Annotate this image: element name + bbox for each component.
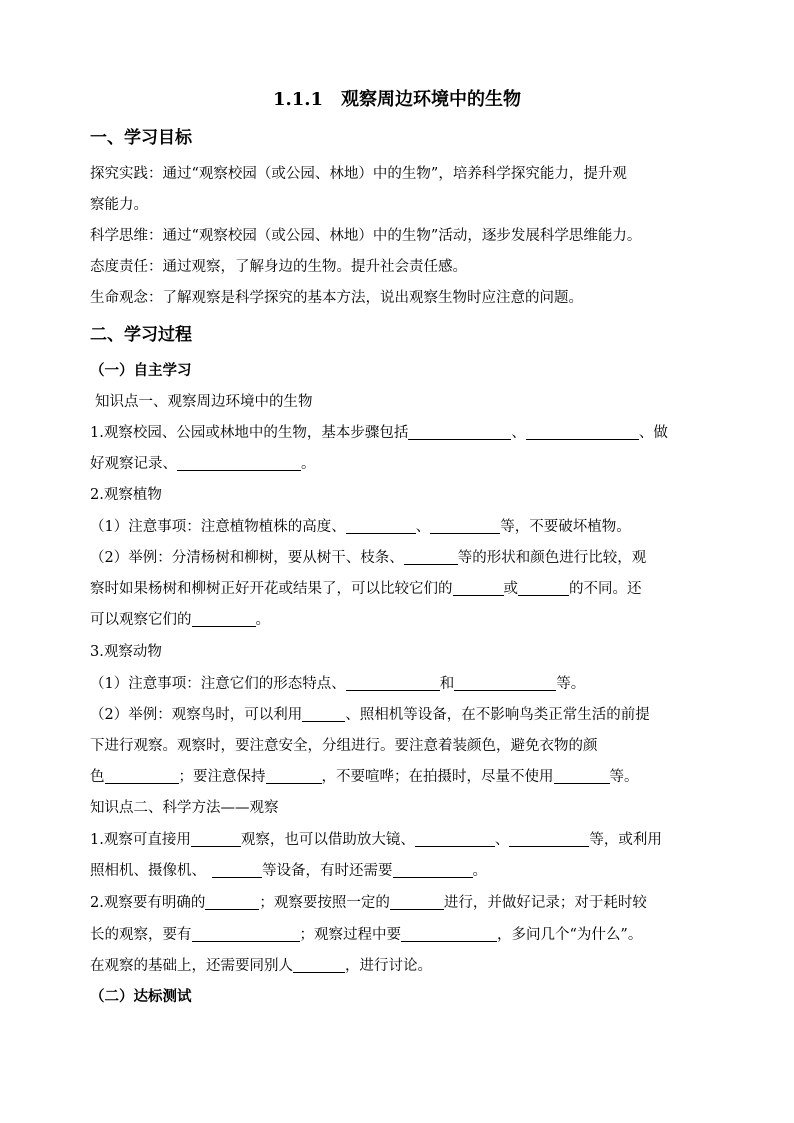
kp1-question-3-item-2-line-1 <box>90 705 650 725</box>
knowledge-point-2-heading: 知识点二、科学方法——观察 <box>90 800 279 816</box>
text: 好观察记录、 <box>90 456 177 472</box>
text: ；要注意保持 <box>178 769 266 785</box>
answer-blank[interactable] <box>302 706 345 722</box>
answer-blank[interactable] <box>177 455 301 471</box>
text: 等。 <box>556 676 586 692</box>
kp1-question-3-item-1 <box>90 674 585 694</box>
text: 色 <box>90 769 105 785</box>
page-title: 1.1.1 观察周边环境中的生物 <box>272 89 522 110</box>
text: （2）举例：分清杨树和柳树，要从树干、枝条、 <box>90 550 404 566</box>
kp1-question-3-item-2-line-2: 下进行观察。观察时，要注意安全，分组进行。要注意着装颜色，避免衣物的颜 <box>90 738 598 754</box>
text: 1.观察可直接用 <box>90 832 191 848</box>
goal-line-2: 察能力。 <box>90 197 148 213</box>
answer-blank[interactable] <box>192 926 300 942</box>
answer-blank[interactable] <box>453 580 504 596</box>
kp2-question-1-line-2 <box>90 861 487 881</box>
text: 、做 <box>638 425 668 441</box>
answer-blank[interactable] <box>390 894 444 910</box>
kp2-question-2-line-1 <box>90 893 647 913</box>
kp1-question-2-heading: 2.观察植物 <box>90 487 162 503</box>
kp1-question-1-line-1 <box>90 423 668 443</box>
answer-blank[interactable] <box>105 768 179 784</box>
text: 等，不要破坏植物。 <box>500 519 631 535</box>
goal-line-5: 生命观念：了解观察是科学探究的基本方法，说出观察生物时应注意的问题。 <box>90 290 583 306</box>
goal-line-1: 探究实践：通过“观察校园（或公园、林地）中的生物”，培养科学探究能力，提升观 <box>90 166 627 182</box>
text: 、 <box>494 832 510 848</box>
answer-blank[interactable] <box>404 549 458 565</box>
text: ；观察要按照一定的 <box>259 895 390 911</box>
kp1-question-2-item-2-line-1 <box>90 548 646 568</box>
answer-blank[interactable] <box>191 831 241 847</box>
answer-blank[interactable] <box>415 831 495 847</box>
text: 等设备，有时还需要 <box>262 863 393 879</box>
answer-blank[interactable] <box>293 957 345 973</box>
text: 1.观察校园、公园或林地中的生物，基本步骤包括 <box>90 425 409 441</box>
text: ，进行讨论。 <box>345 958 432 974</box>
goal-line-3: 科学思维：通过“观察校园（或公园、林地）中的生物”活动，逐步发展科学思维能力。 <box>90 228 642 244</box>
section-heading-process: 二、学习过程 <box>90 325 192 345</box>
answer-blank[interactable] <box>346 675 440 691</box>
text: 。 <box>472 863 487 879</box>
text: 照相机、摄像机、 <box>90 863 206 879</box>
answer-blank[interactable] <box>454 675 556 691</box>
kp1-question-3-heading: 3.观察动物 <box>90 644 162 660</box>
section-heading-goals: 一、学习目标 <box>90 128 192 148</box>
text: 察时如果杨树和柳树正好开花或结果了，可以比较它们的 <box>90 581 453 597</box>
text: （2）举例：观察鸟时，可以利用 <box>90 707 303 723</box>
answer-blank[interactable] <box>408 424 511 440</box>
text: 等的形状和颜色进行比较，观 <box>457 550 647 566</box>
goal-line-4: 态度责任：通过观察，了解身边的生物。提升社会责任感。 <box>90 259 467 275</box>
text: 观察，也可以借助放大镜、 <box>240 832 415 848</box>
answer-blank[interactable] <box>192 611 256 627</box>
answer-blank[interactable] <box>205 894 259 910</box>
answer-blank[interactable] <box>430 518 500 534</box>
answer-blank[interactable] <box>401 926 497 942</box>
text: ，多问几个“为什么”。 <box>497 927 643 943</box>
answer-blank[interactable] <box>266 768 322 784</box>
text: 、 <box>415 519 431 535</box>
knowledge-point-1-heading: 知识点一、观察周边环境中的生物 <box>95 394 313 410</box>
kp1-question-2-item-2-line-2 <box>90 579 642 599</box>
text: 。 <box>301 456 316 472</box>
text: 在观察的基础上，还需要同别人 <box>90 958 293 974</box>
kp1-question-1-line-2 <box>90 454 316 474</box>
answer-blank[interactable] <box>346 518 416 534</box>
text: （1）注意事项：注意植物植株的高度、 <box>90 519 346 535</box>
text: 长的观察，要有 <box>90 927 192 943</box>
kp1-question-2-item-2-line-3 <box>90 610 270 630</box>
kp2-question-2-line-3 <box>90 956 432 976</box>
subsection-standard-test: （二）达标测试 <box>90 988 192 1005</box>
text: ；观察过程中要 <box>299 927 401 943</box>
kp1-question-3-item-2-line-3 <box>90 767 639 787</box>
answer-blank[interactable] <box>518 580 569 596</box>
answer-blank[interactable] <box>212 862 262 878</box>
answer-blank[interactable] <box>393 862 473 878</box>
text: ，不要喧哗；在拍摄时，尽量不使用 <box>321 769 554 785</box>
subsection-self-study: （一）自主学习 <box>90 362 192 379</box>
kp2-question-1-line-1 <box>90 830 662 850</box>
text: 等，或利用 <box>589 832 662 848</box>
text: 、 <box>511 425 526 441</box>
answer-blank[interactable] <box>554 768 610 784</box>
kp1-question-2-item-1 <box>90 517 631 537</box>
text: （1）注意事项：注意它们的形态特点、 <box>90 676 346 692</box>
text: 、照相机等设备，在不影响鸟类正常生活的前提 <box>345 707 650 723</box>
answer-blank[interactable] <box>509 831 589 847</box>
kp2-question-2-line-2 <box>90 925 642 945</box>
text: 或 <box>503 581 518 597</box>
text: 可以观察它们的 <box>90 612 192 628</box>
text: 和 <box>439 676 455 692</box>
text: 2.观察要有明确的 <box>90 895 206 911</box>
text: 。 <box>255 612 270 628</box>
answer-blank[interactable] <box>526 424 639 440</box>
text: 等。 <box>609 769 639 785</box>
text: 的不同。还 <box>569 581 642 597</box>
text: 进行，并做好记录；对于耗时较 <box>443 895 647 911</box>
